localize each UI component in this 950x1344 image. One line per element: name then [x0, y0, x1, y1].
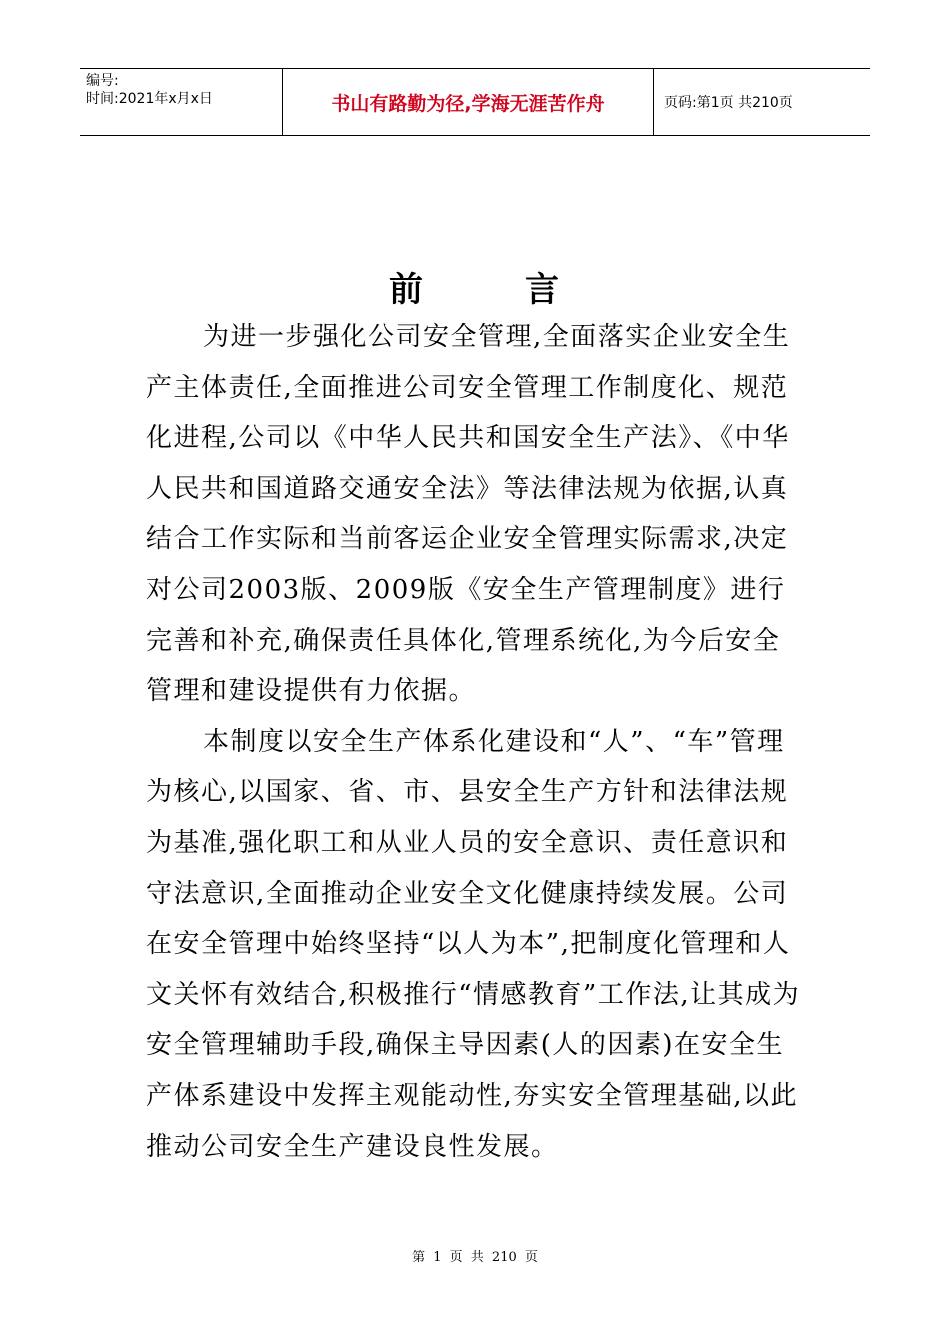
title-char-2: 言 — [525, 270, 561, 310]
number-label: 编号: — [86, 73, 119, 89]
header-motto: 书山有路勤为径,学海无涯苦作舟 — [282, 69, 654, 135]
document-body — [146, 312, 806, 1172]
document-title — [0, 262, 950, 311]
header-meta — [80, 69, 282, 135]
title-char-1: 前 — [389, 270, 425, 310]
paragraph-2: 本制度以安全生产体系化建设和“人”、“车”管理为核心,以国家、省、市、县安全生产方针和法律法规为基准,强化职工和从业人员的安全意识、责任意识和守法意识,全面推动企业安全文化健康持续发展。公司在安全管理中始终坚持“以人为本”,把制度化管理和人文关怀有效结合,积极推行“情感教育”工作法,让其成为安全管理辅助手段,确保主导因素(人的因素)在安全生产体系建设中发挥主观能动性,夯实安全管理基础,以此推动公司安全生产建设良性发展。 — [146, 726, 801, 1162]
page-footer: 第 1 页 共 210 页 — [412, 1250, 538, 1265]
time-label: 时间:2021年x月x日 — [86, 91, 213, 107]
paragraph-1: 为进一步强化公司安全管理,全面落实企业安全生产主体责任,全面推进公司安全管理工作制度化、规范化进程,公司以《中华人民共和国安全生产法》、《中华人民共和国道路交通安全法》等法律法规为依据,认真结合工作实际和当前客运企业安全管理实际需求,决定对公司2003版、2009版《安全生产管理制度》进行完善和补充,确保责任具体化,管理系统化,为今后安全管理和建设提供有力依据。 — [146, 322, 791, 707]
page-header — [80, 68, 870, 136]
header-page-info: 页码:第1页 共210页 — [664, 95, 793, 111]
